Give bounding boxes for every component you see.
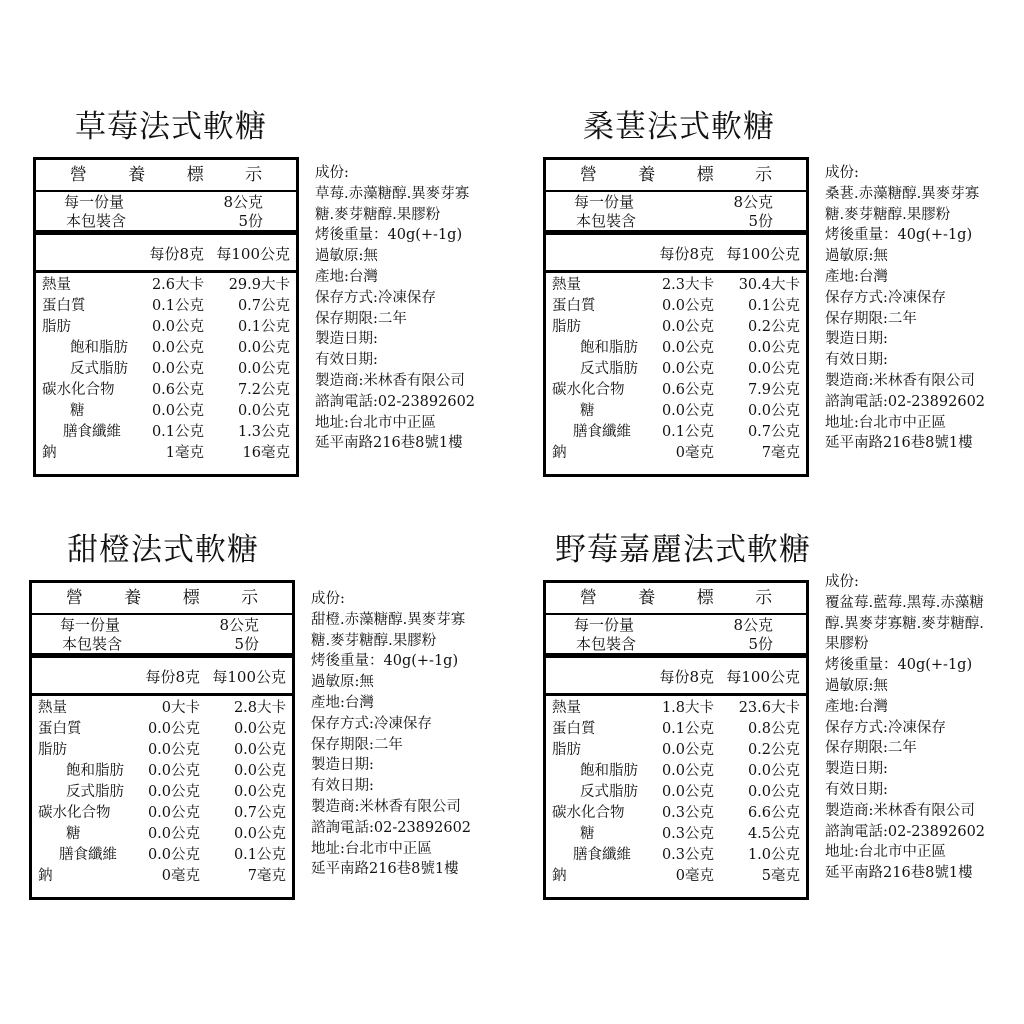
nutrient-name: 糖 <box>580 826 595 842</box>
origin: 產地:台灣 <box>311 694 374 711</box>
serving-size-label: 每一份量 <box>574 193 635 211</box>
per-serving-value: 0.0公克 <box>661 340 714 356</box>
serving-size-value: 8公克 <box>733 616 773 634</box>
nutrient-name: 膳食纖維 <box>59 847 117 863</box>
column-per-serving: 每份8克 <box>149 245 204 263</box>
nutrient-row <box>546 380 806 401</box>
column-headers <box>36 235 296 273</box>
per-100g-value: 0.2公克 <box>747 319 800 335</box>
nutrient-row <box>546 719 806 740</box>
manufacturer: 製造商:米林香有限公司 <box>315 372 465 389</box>
label-panel-sweet-orange <box>29 530 529 930</box>
nutrient-row <box>546 866 806 887</box>
ingredients-line: 糖.麥芽糖醇.果膠粉 <box>825 206 951 223</box>
product-info <box>315 163 535 454</box>
per-serving-value: 0.0公克 <box>661 361 714 377</box>
per-serving-value: 0毫克 <box>675 868 714 884</box>
per-serving-value: 0.0公克 <box>661 298 714 314</box>
per-100g-value: 0.0公克 <box>747 361 800 377</box>
ingredients-line: 桑葚.赤藻糖醇.異麥芽寡 <box>825 185 980 202</box>
nutrient-row <box>36 422 296 443</box>
serving-size-label: 每一份量 <box>574 616 635 634</box>
nutrition-header: 營 養 標 示 <box>546 583 806 615</box>
per-100g-value: 0.0公克 <box>233 721 286 737</box>
shelf-life: 保存期限:二年 <box>315 310 407 327</box>
per-serving-value: 0.3公克 <box>661 826 714 842</box>
per-serving-value: 0.1公克 <box>661 721 714 737</box>
nutrient-name: 反式脂肪 <box>580 361 638 377</box>
nutrient-name: 膳食纖維 <box>573 847 631 863</box>
product-title: 甜橙法式軟糖 <box>67 532 259 568</box>
address-line: 地址:台北市中正區 <box>825 844 946 861</box>
nutrient-row <box>546 275 806 296</box>
product-info <box>825 163 1024 454</box>
ingredients-line: 甜橙.赤藻糖醇.異麥芽寡 <box>311 611 466 628</box>
manufacturer: 製造商:米林香有限公司 <box>311 798 461 815</box>
label-panel-wild-berry <box>543 530 1024 930</box>
nutrient-row <box>36 443 296 464</box>
manufacture-date: 製造日期: <box>315 331 378 348</box>
nutrition-facts-box <box>543 157 809 477</box>
nutrient-name: 碳水化合物 <box>552 382 625 398</box>
nutrient-rows <box>546 275 806 464</box>
per-100g-value: 7毫克 <box>761 445 800 461</box>
nutrient-name: 熱量 <box>38 700 67 716</box>
per-100g-value: 30.4大卡 <box>738 277 800 293</box>
ingredients-label: 成份: <box>825 165 859 181</box>
nutrient-row <box>546 740 806 761</box>
nutrient-rows <box>546 698 806 887</box>
per-100g-value: 0.0公克 <box>747 784 800 800</box>
serving-info <box>36 190 296 235</box>
address-line: 地址:台北市中正區 <box>315 414 436 431</box>
nutrient-name: 糖 <box>580 403 595 419</box>
nutrient-name: 碳水化合物 <box>42 382 115 398</box>
nutrient-rows <box>32 698 292 887</box>
per-serving-value: 0.0公克 <box>147 847 200 863</box>
per-100g-value: 0.1公克 <box>747 298 800 314</box>
per-serving-value: 0.1公克 <box>661 424 714 440</box>
nutrient-row <box>546 782 806 803</box>
expiry-date: 有效日期: <box>311 778 374 795</box>
per-100g-value: 0.8公克 <box>747 721 800 737</box>
product-title: 桑葚法式軟糖 <box>583 109 775 145</box>
per-serving-value: 0.1公克 <box>151 298 204 314</box>
ingredients-line: 糖.麥芽糖醇.果膠粉 <box>315 206 441 223</box>
per-100g-value: 7.2公克 <box>237 382 290 398</box>
per-serving-value: 0.0公克 <box>147 805 200 821</box>
column-per-100g: 每100公克 <box>216 245 290 263</box>
per-serving-value: 0.0公克 <box>147 763 200 779</box>
storage-method: 保存方式:冷凍保存 <box>825 719 946 736</box>
serving-size-value: 8公克 <box>223 193 263 211</box>
nutrient-name: 蛋白質 <box>42 298 86 314</box>
product-title: 草莓法式軟糖 <box>75 109 267 145</box>
servings-per-pack-value: 5份 <box>748 635 773 653</box>
serving-info <box>546 613 806 658</box>
nutrient-row <box>32 824 292 845</box>
per-100g-value: 0.1公克 <box>237 319 290 335</box>
product-title: 野莓嘉麗法式軟糖 <box>555 532 811 568</box>
nutrient-rows <box>36 275 296 464</box>
net-weight: 烤後重量：40g(+-1g) <box>825 657 973 674</box>
column-per-100g: 每100公克 <box>726 245 800 263</box>
nutrient-name: 脂肪 <box>42 319 71 335</box>
nutrient-name: 蛋白質 <box>38 721 82 737</box>
nutrient-name: 糖 <box>66 826 81 842</box>
per-serving-value: 2.6大卡 <box>151 277 204 293</box>
ingredients-line: 覆盆莓.藍莓.黑莓.赤藻糖 <box>825 594 984 611</box>
label-panel-strawberry <box>33 107 533 507</box>
per-serving-value: 0.0公克 <box>661 403 714 419</box>
storage-method: 保存方式:冷凍保存 <box>315 289 436 306</box>
per-serving-value: 0.1公克 <box>151 424 204 440</box>
manufacturer: 製造商:米林香有限公司 <box>825 372 975 389</box>
allergen-info: 過敏原:無 <box>311 674 374 691</box>
contact-phone: 諮詢電話:02-23892602 <box>311 819 472 836</box>
per-100g-value: 1.0公克 <box>747 847 800 863</box>
shelf-life: 保存期限:二年 <box>825 740 917 757</box>
origin: 產地:台灣 <box>825 268 888 285</box>
per-serving-value: 0.0公克 <box>661 319 714 335</box>
column-per-serving: 每份8克 <box>659 668 714 686</box>
nutrient-row <box>32 782 292 803</box>
per-serving-value: 1.8大卡 <box>661 700 714 716</box>
nutrition-facts-box <box>543 580 809 900</box>
nutrient-name: 脂肪 <box>552 742 581 758</box>
serving-size-value: 8公克 <box>733 193 773 211</box>
contact-phone: 諮詢電話:02-23892602 <box>825 823 986 840</box>
nutrient-row <box>546 317 806 338</box>
address-line: 地址:台北市中正區 <box>311 840 432 857</box>
nutrient-name: 糖 <box>70 403 85 419</box>
manufacture-date: 製造日期: <box>825 761 888 778</box>
nutrient-name: 碳水化合物 <box>38 805 111 821</box>
nutrient-row <box>32 866 292 887</box>
nutrient-row <box>32 698 292 719</box>
per-100g-value: 2.8大卡 <box>233 700 286 716</box>
nutrient-row <box>36 380 296 401</box>
label-panel-mulberry <box>543 107 1024 507</box>
shelf-life: 保存期限:二年 <box>825 310 917 327</box>
allergen-info: 過敏原:無 <box>825 248 888 265</box>
contact-phone: 諮詢電話:02-23892602 <box>315 393 476 410</box>
nutrient-row <box>546 698 806 719</box>
column-per-100g: 每100公克 <box>726 668 800 686</box>
address-line: 延平南路216巷8號1樓 <box>825 435 973 452</box>
manufacture-date: 製造日期: <box>311 757 374 774</box>
per-serving-value: 0.3公克 <box>661 805 714 821</box>
per-serving-value: 0毫克 <box>675 445 714 461</box>
nutrient-row <box>32 845 292 866</box>
per-100g-value: 0.0公克 <box>237 361 290 377</box>
allergen-info: 過敏原:無 <box>825 677 888 694</box>
serving-size-value: 8公克 <box>219 616 259 634</box>
nutrient-name: 飽和脂肪 <box>580 763 638 779</box>
storage-method: 保存方式:冷凍保存 <box>311 715 432 732</box>
nutrient-row <box>36 338 296 359</box>
per-100g-value: 0.0公克 <box>237 340 290 356</box>
column-headers <box>546 235 806 273</box>
nutrient-name: 飽和脂肪 <box>70 340 128 356</box>
nutrient-row <box>546 443 806 464</box>
nutrition-facts-box <box>33 157 299 477</box>
nutrition-header: 營 養 標 示 <box>32 583 292 615</box>
nutrient-name: 脂肪 <box>38 742 67 758</box>
servings-per-pack-label: 本包裝含 <box>62 635 123 653</box>
nutrient-row <box>32 719 292 740</box>
nutrient-name: 反式脂肪 <box>580 784 638 800</box>
allergen-info: 過敏原:無 <box>315 248 378 265</box>
ingredients-line: 果膠粉 <box>825 636 869 653</box>
shelf-life: 保存期限:二年 <box>311 736 403 753</box>
column-per-serving: 每份8克 <box>659 245 714 263</box>
servings-per-pack-value: 5份 <box>238 212 263 230</box>
per-serving-value: 0.0公克 <box>151 319 204 335</box>
ingredients-label: 成份: <box>311 591 345 607</box>
ingredients-line: 糖.麥芽糖醇.果膠粉 <box>311 632 437 649</box>
per-serving-value: 0.3公克 <box>661 847 714 863</box>
per-100g-value: 23.6大卡 <box>738 700 800 716</box>
expiry-date: 有效日期: <box>825 781 888 798</box>
nutrient-row <box>36 401 296 422</box>
per-100g-value: 0.7公克 <box>747 424 800 440</box>
nutrient-row <box>546 824 806 845</box>
per-serving-value: 0.0公克 <box>151 403 204 419</box>
column-per-serving: 每份8克 <box>145 668 200 686</box>
per-100g-value: 0.2公克 <box>747 742 800 758</box>
servings-per-pack-value: 5份 <box>748 212 773 230</box>
nutrient-row <box>546 422 806 443</box>
per-100g-value: 0.7公克 <box>233 805 286 821</box>
per-serving-value: 0.6公克 <box>151 382 204 398</box>
nutrition-facts-box <box>29 580 295 900</box>
contact-phone: 諮詢電話:02-23892602 <box>825 393 986 410</box>
per-100g-value: 29.9大卡 <box>228 277 290 293</box>
nutrient-name: 蛋白質 <box>552 298 596 314</box>
nutrient-row <box>546 359 806 380</box>
expiry-date: 有效日期: <box>825 352 888 369</box>
nutrient-name: 反式脂肪 <box>70 361 128 377</box>
per-serving-value: 2.3大卡 <box>661 277 714 293</box>
ingredients-label: 成份: <box>825 574 859 590</box>
net-weight: 烤後重量：40g(+-1g) <box>315 227 463 244</box>
per-serving-value: 0.0公克 <box>147 784 200 800</box>
nutrient-name: 鈉 <box>552 868 567 884</box>
per-serving-value: 0.0公克 <box>661 742 714 758</box>
nutrient-name: 碳水化合物 <box>552 805 625 821</box>
ingredients-line: 醇.異麥芽寡糖.麥芽糖醇. <box>825 615 984 632</box>
servings-per-pack-value: 5份 <box>234 635 259 653</box>
nutrient-row <box>36 296 296 317</box>
per-serving-value: 0.6公克 <box>661 382 714 398</box>
per-100g-value: 0.0公克 <box>233 742 286 758</box>
nutrient-name: 熱量 <box>552 277 581 293</box>
net-weight: 烤後重量：40g(+-1g) <box>825 227 973 244</box>
address-line: 延平南路216巷8號1樓 <box>315 435 463 452</box>
serving-size-label: 每一份量 <box>60 616 121 634</box>
storage-method: 保存方式:冷凍保存 <box>825 289 946 306</box>
per-100g-value: 7毫克 <box>247 868 286 884</box>
per-100g-value: 0.0公克 <box>747 340 800 356</box>
servings-per-pack-label: 本包裝含 <box>66 212 127 230</box>
nutrient-row <box>546 803 806 824</box>
nutrient-name: 熱量 <box>42 277 71 293</box>
per-serving-value: 0.0公克 <box>147 826 200 842</box>
per-serving-value: 0.0公克 <box>147 721 200 737</box>
per-100g-value: 0.0公克 <box>233 784 286 800</box>
nutrient-name: 膳食纖維 <box>573 424 631 440</box>
per-serving-value: 0.0公克 <box>147 742 200 758</box>
net-weight: 烤後重量：40g(+-1g) <box>311 653 459 670</box>
product-info <box>825 572 1024 884</box>
nutrient-row <box>546 845 806 866</box>
column-per-100g: 每100公克 <box>212 668 286 686</box>
ingredients-line: 草莓.赤藻糖醇.異麥芽寡 <box>315 185 470 202</box>
per-100g-value: 0.0公克 <box>747 763 800 779</box>
per-100g-value: 0.7公克 <box>237 298 290 314</box>
nutrient-name: 飽和脂肪 <box>580 340 638 356</box>
nutrient-row <box>546 296 806 317</box>
nutrient-row <box>36 359 296 380</box>
nutrient-row <box>546 338 806 359</box>
nutrient-name: 鈉 <box>38 868 53 884</box>
nutrient-row <box>32 761 292 782</box>
nutrient-row <box>546 761 806 782</box>
nutrient-name: 膳食纖維 <box>63 424 121 440</box>
nutrient-row <box>546 401 806 422</box>
column-headers <box>546 658 806 696</box>
serving-size-label: 每一份量 <box>64 193 125 211</box>
nutrient-name: 脂肪 <box>552 319 581 335</box>
serving-info <box>546 190 806 235</box>
per-100g-value: 1.3公克 <box>237 424 290 440</box>
manufacture-date: 製造日期: <box>825 331 888 348</box>
per-serving-value: 0.0公克 <box>151 361 204 377</box>
manufacturer: 製造商:米林香有限公司 <box>825 802 975 819</box>
per-100g-value: 4.5公克 <box>747 826 800 842</box>
serving-info <box>32 613 292 658</box>
nutrient-name: 飽和脂肪 <box>66 763 124 779</box>
nutrient-row <box>36 317 296 338</box>
nutrition-header: 營 養 標 示 <box>546 160 806 192</box>
origin: 產地:台灣 <box>825 698 888 715</box>
address-line: 地址:台北市中正區 <box>825 414 946 431</box>
address-line: 延平南路216巷8號1樓 <box>311 861 459 878</box>
nutrient-row <box>32 740 292 761</box>
per-serving-value: 1毫克 <box>165 445 204 461</box>
per-serving-value: 0.0公克 <box>661 784 714 800</box>
column-headers <box>32 658 292 696</box>
ingredients-label: 成份: <box>315 165 349 181</box>
address-line: 延平南路216巷8號1樓 <box>825 865 973 882</box>
per-100g-value: 5毫克 <box>761 868 800 884</box>
per-100g-value: 0.1公克 <box>233 847 286 863</box>
nutrition-header: 營 養 標 示 <box>36 160 296 192</box>
per-serving-value: 0.0公克 <box>151 340 204 356</box>
servings-per-pack-label: 本包裝含 <box>576 635 637 653</box>
per-100g-value: 6.6公克 <box>747 805 800 821</box>
per-100g-value: 7.9公克 <box>747 382 800 398</box>
per-serving-value: 0毫克 <box>161 868 200 884</box>
nutrient-name: 熱量 <box>552 700 581 716</box>
origin: 產地:台灣 <box>315 268 378 285</box>
per-serving-value: 0.0公克 <box>661 763 714 779</box>
nutrient-row <box>36 275 296 296</box>
per-100g-value: 0.0公克 <box>233 826 286 842</box>
nutrient-row <box>32 803 292 824</box>
per-100g-value: 0.0公克 <box>237 403 290 419</box>
nutrient-name: 反式脂肪 <box>66 784 124 800</box>
servings-per-pack-label: 本包裝含 <box>576 212 637 230</box>
per-serving-value: 0大卡 <box>161 700 200 716</box>
expiry-date: 有效日期: <box>315 352 378 369</box>
product-info <box>311 589 531 880</box>
nutrient-name: 鈉 <box>42 445 57 461</box>
nutrient-name: 鈉 <box>552 445 567 461</box>
per-100g-value: 0.0公克 <box>747 403 800 419</box>
per-100g-value: 0.0公克 <box>233 763 286 779</box>
nutrient-name: 蛋白質 <box>552 721 596 737</box>
per-100g-value: 16毫克 <box>242 445 290 461</box>
